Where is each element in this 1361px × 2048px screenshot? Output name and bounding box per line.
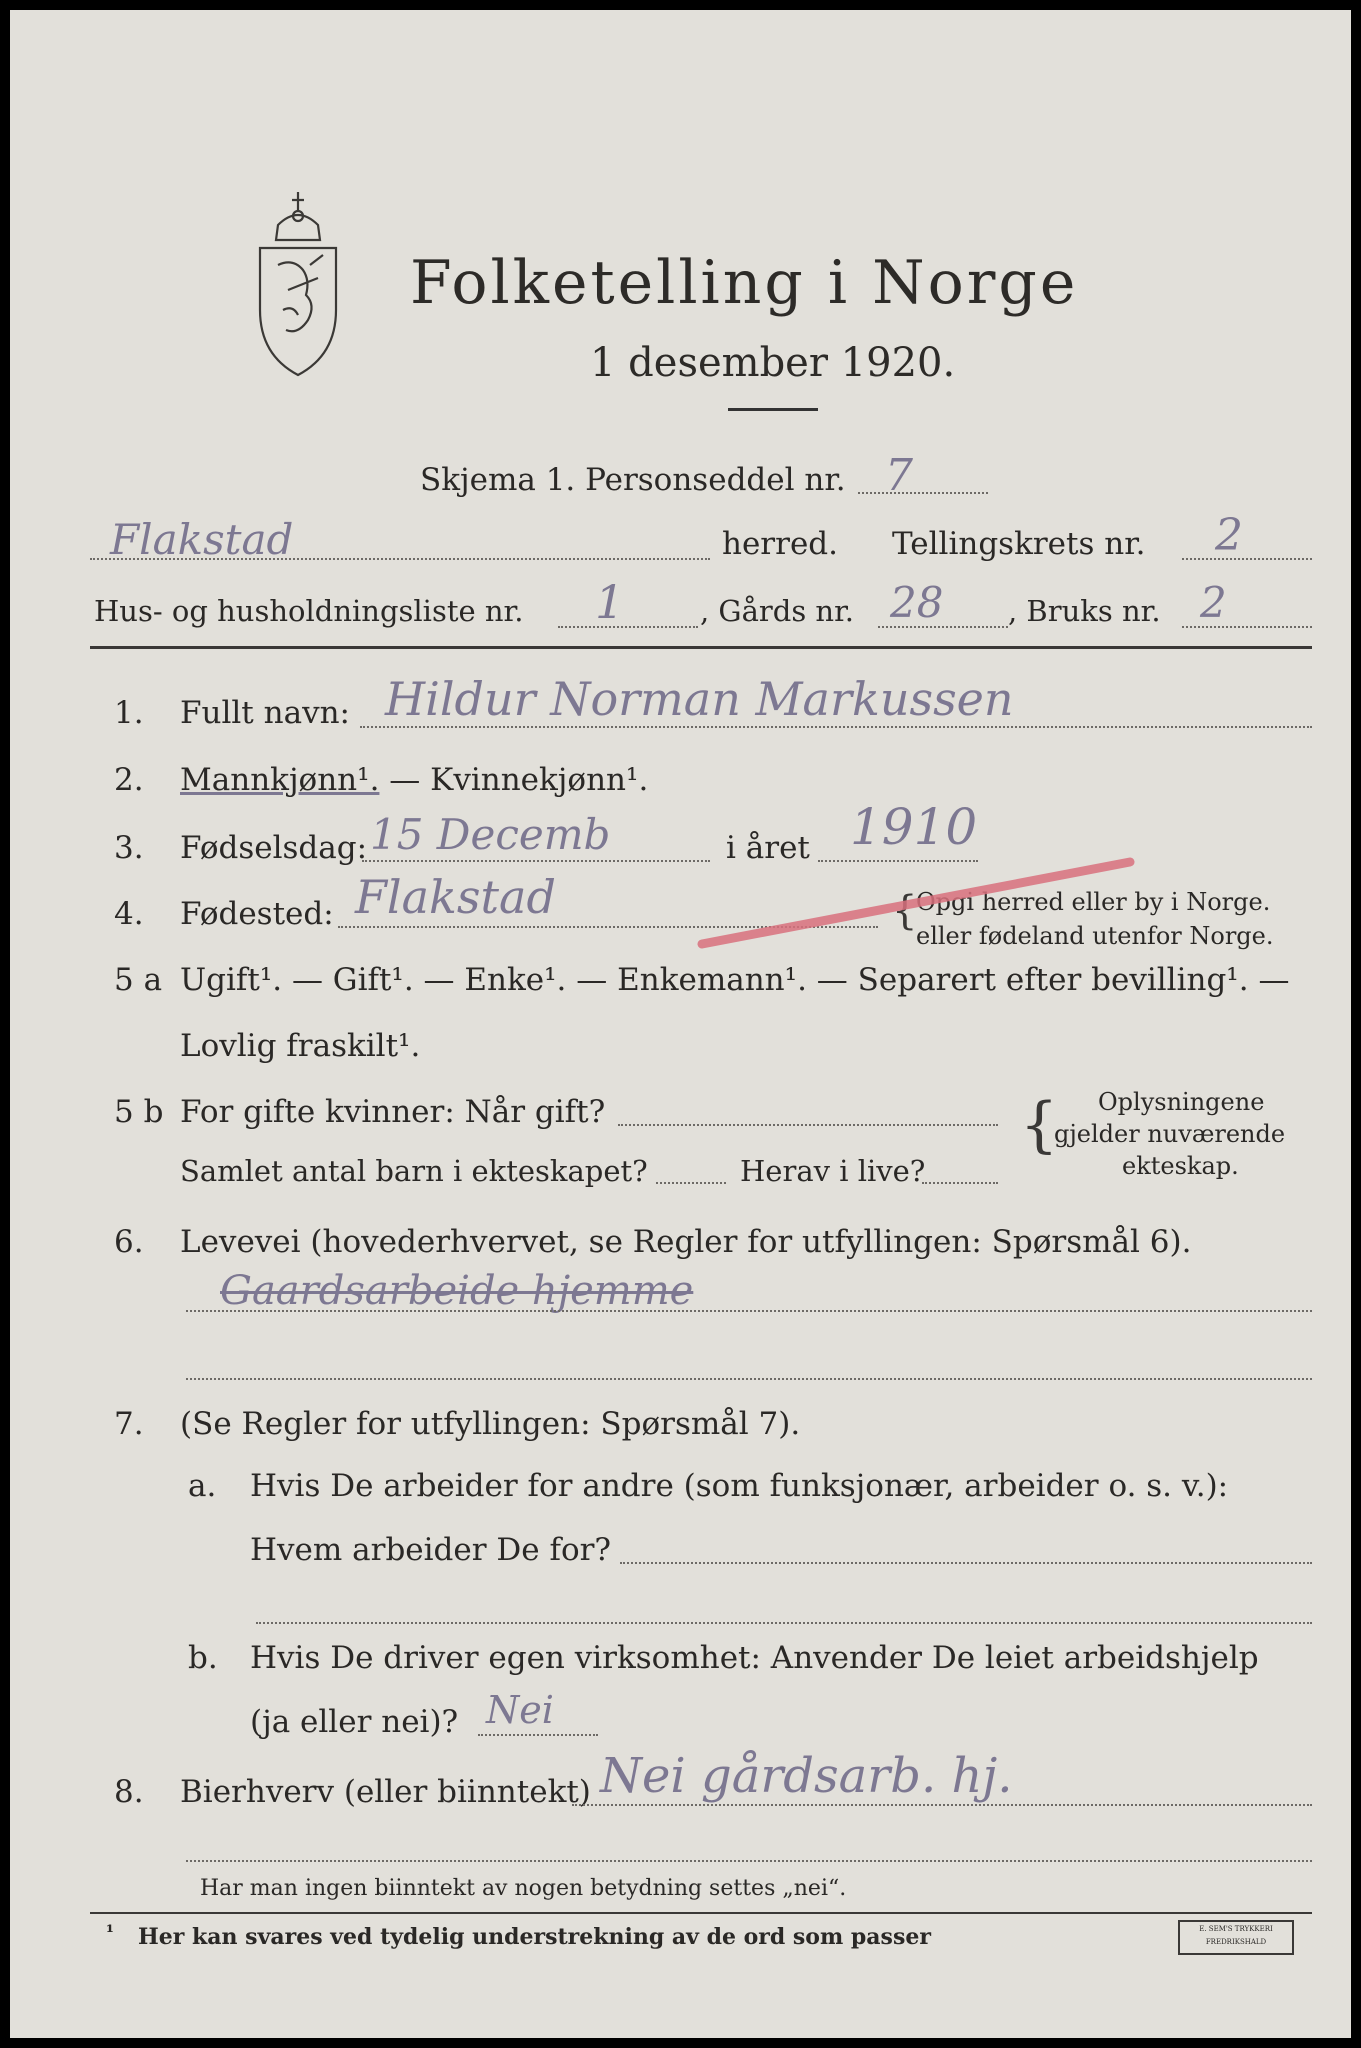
q3-year-label: i året (726, 830, 810, 866)
q7-label: (Se Regler for utfyllingen: Spørsmål 7). (180, 1406, 801, 1442)
gender-separator: — (379, 762, 431, 798)
employer-field-line1[interactable] (620, 1562, 1312, 1564)
footnote-text: Her kan svares ved tydelig understrekning av de ord som passer (138, 1924, 931, 1950)
hired-help-value: Nei (486, 1688, 554, 1732)
q5b-brace: { (1020, 1090, 1059, 1160)
q5b-note-line1: Oplysningene (1098, 1088, 1265, 1116)
schema-field[interactable] (858, 492, 988, 494)
q1-label: Fullt navn: (180, 695, 350, 731)
q5a-marital-options-cont[interactable]: Lovlig fraskilt¹. (180, 1028, 421, 1064)
q5b-note-line3: ekteskap. (1122, 1152, 1239, 1180)
male-option[interactable]: Mannkjønn¹. (180, 762, 380, 798)
header-separator (90, 646, 1312, 649)
q5b-note-line2: gjelder nuværende (1054, 1120, 1286, 1148)
husliste-label: Hus- og husholdningsliste nr. (94, 594, 524, 628)
q1-number: 1. (114, 695, 144, 731)
herred-value: Flakstad (110, 515, 294, 564)
footer-separator (90, 1912, 1312, 1914)
printer-stamp-line2: FREDRIKSHALD (1205, 1938, 1267, 1946)
q7b-letter: b. (188, 1640, 218, 1676)
q8-note: Har man ingen biinntekt av nogen betydning settes „nei“. (200, 1876, 847, 1901)
married-date-field[interactable] (618, 1124, 998, 1126)
q4-label: Fødested: (180, 896, 334, 932)
side-income-value: Nei gårdsarb. hj. (600, 1748, 1013, 1804)
tellingskrets-value: 2 (1215, 510, 1243, 561)
q2-gender-options (180, 762, 648, 798)
gards-value: 28 (890, 578, 944, 627)
occupation-field-line2[interactable] (186, 1378, 1312, 1380)
husliste-field[interactable] (558, 626, 698, 628)
q2-number: 2. (114, 762, 144, 798)
gards-label: , Gårds nr. (700, 594, 854, 628)
birthday-value: 15 Decemb (370, 810, 611, 859)
tellingskrets-field[interactable] (1182, 558, 1312, 560)
female-option[interactable]: Kvinnekjønn¹. (430, 762, 649, 798)
schema-label: Skjema 1. Personseddel nr. (420, 462, 846, 498)
full-name-field[interactable] (360, 726, 1312, 728)
q8-number: 8. (114, 1774, 144, 1810)
full-name-value: Hildur Norman Markussen (385, 672, 1014, 726)
hired-help-field[interactable] (478, 1734, 598, 1736)
q5a-marital-options[interactable]: Ugift¹. — Gift¹. — Enke¹. — Enkemann¹. — Separert efter bevilling¹. — (180, 962, 1290, 998)
q7b-yesno-label: (ja eller nei)? (250, 1704, 459, 1740)
employer-field-line2[interactable] (256, 1622, 1312, 1624)
occupation-field-line1[interactable] (186, 1310, 1312, 1312)
birthplace-value: Flakstad (355, 870, 556, 924)
husliste-value: 1 (595, 575, 625, 629)
q5b-alive-label: Herav i live? (740, 1154, 926, 1188)
form-title: Folketelling i Norge (410, 248, 1079, 318)
children-alive-field[interactable] (922, 1182, 998, 1184)
coat-of-arms-logo (248, 170, 348, 385)
q3-number: 3. (114, 830, 144, 866)
q8-label: Bierhverv (eller biinntekt) (180, 1774, 591, 1810)
q6-number: 6. (114, 1224, 144, 1260)
red-strike-mark (690, 848, 1150, 958)
census-form (10, 10, 1351, 2038)
q5a-number: 5 a (114, 962, 163, 998)
title-divider (728, 408, 818, 411)
printer-stamp (1178, 1920, 1294, 1955)
q3-label: Fødselsdag: (180, 830, 368, 866)
bruks-label: , Bruks nr. (1008, 594, 1161, 628)
q4-brace: { (892, 888, 918, 934)
children-count-field[interactable] (656, 1182, 726, 1184)
q7a-question: Hvis De arbeider for andre (som funksjonær, arbeider o. s. v.): (250, 1468, 1229, 1504)
side-income-field-line2[interactable] (186, 1860, 1312, 1862)
q5b-children-label: Samlet antal barn i ekteskapet? (180, 1154, 648, 1188)
q5b-number: 5 b (114, 1094, 164, 1130)
q6-label: Levevei (hovederhvervet, se Regler for utfyllingen: Spørsmål 6). (180, 1224, 1192, 1260)
footnote-mark: ¹ (106, 1922, 114, 1943)
q7a-letter: a. (188, 1468, 217, 1504)
birthday-field[interactable] (362, 860, 710, 862)
occupation-value: Gaardsarbeide hjemme (220, 1268, 694, 1314)
schema-number: 7 (885, 450, 913, 501)
birth-year-value: 1910 (850, 798, 978, 856)
census-date: 1 desember 1920. (590, 340, 956, 386)
q5b-married-label: For gifte kvinner: Når gift? (180, 1094, 606, 1130)
q4-note-line1: Opgi herred eller by i Norge. (916, 888, 1271, 916)
tellingskrets-label: Tellingskrets nr. (892, 526, 1146, 562)
q7-number: 7. (114, 1406, 144, 1442)
q4-note-line2: eller fødeland utenfor Norge. (916, 922, 1274, 950)
q7a-employer-label: Hvem arbeider De for? (250, 1532, 612, 1568)
printer-stamp-line1: E. SEM'S TRYKKERI (1199, 1925, 1273, 1933)
herred-label: herred. (722, 526, 838, 562)
q7b-question: Hvis De driver egen virksomhet: Anvender De leiet arbeidshjelp (250, 1640, 1259, 1676)
bruks-value: 2 (1200, 578, 1227, 627)
q4-number: 4. (114, 896, 144, 932)
side-income-field[interactable] (572, 1804, 1312, 1806)
